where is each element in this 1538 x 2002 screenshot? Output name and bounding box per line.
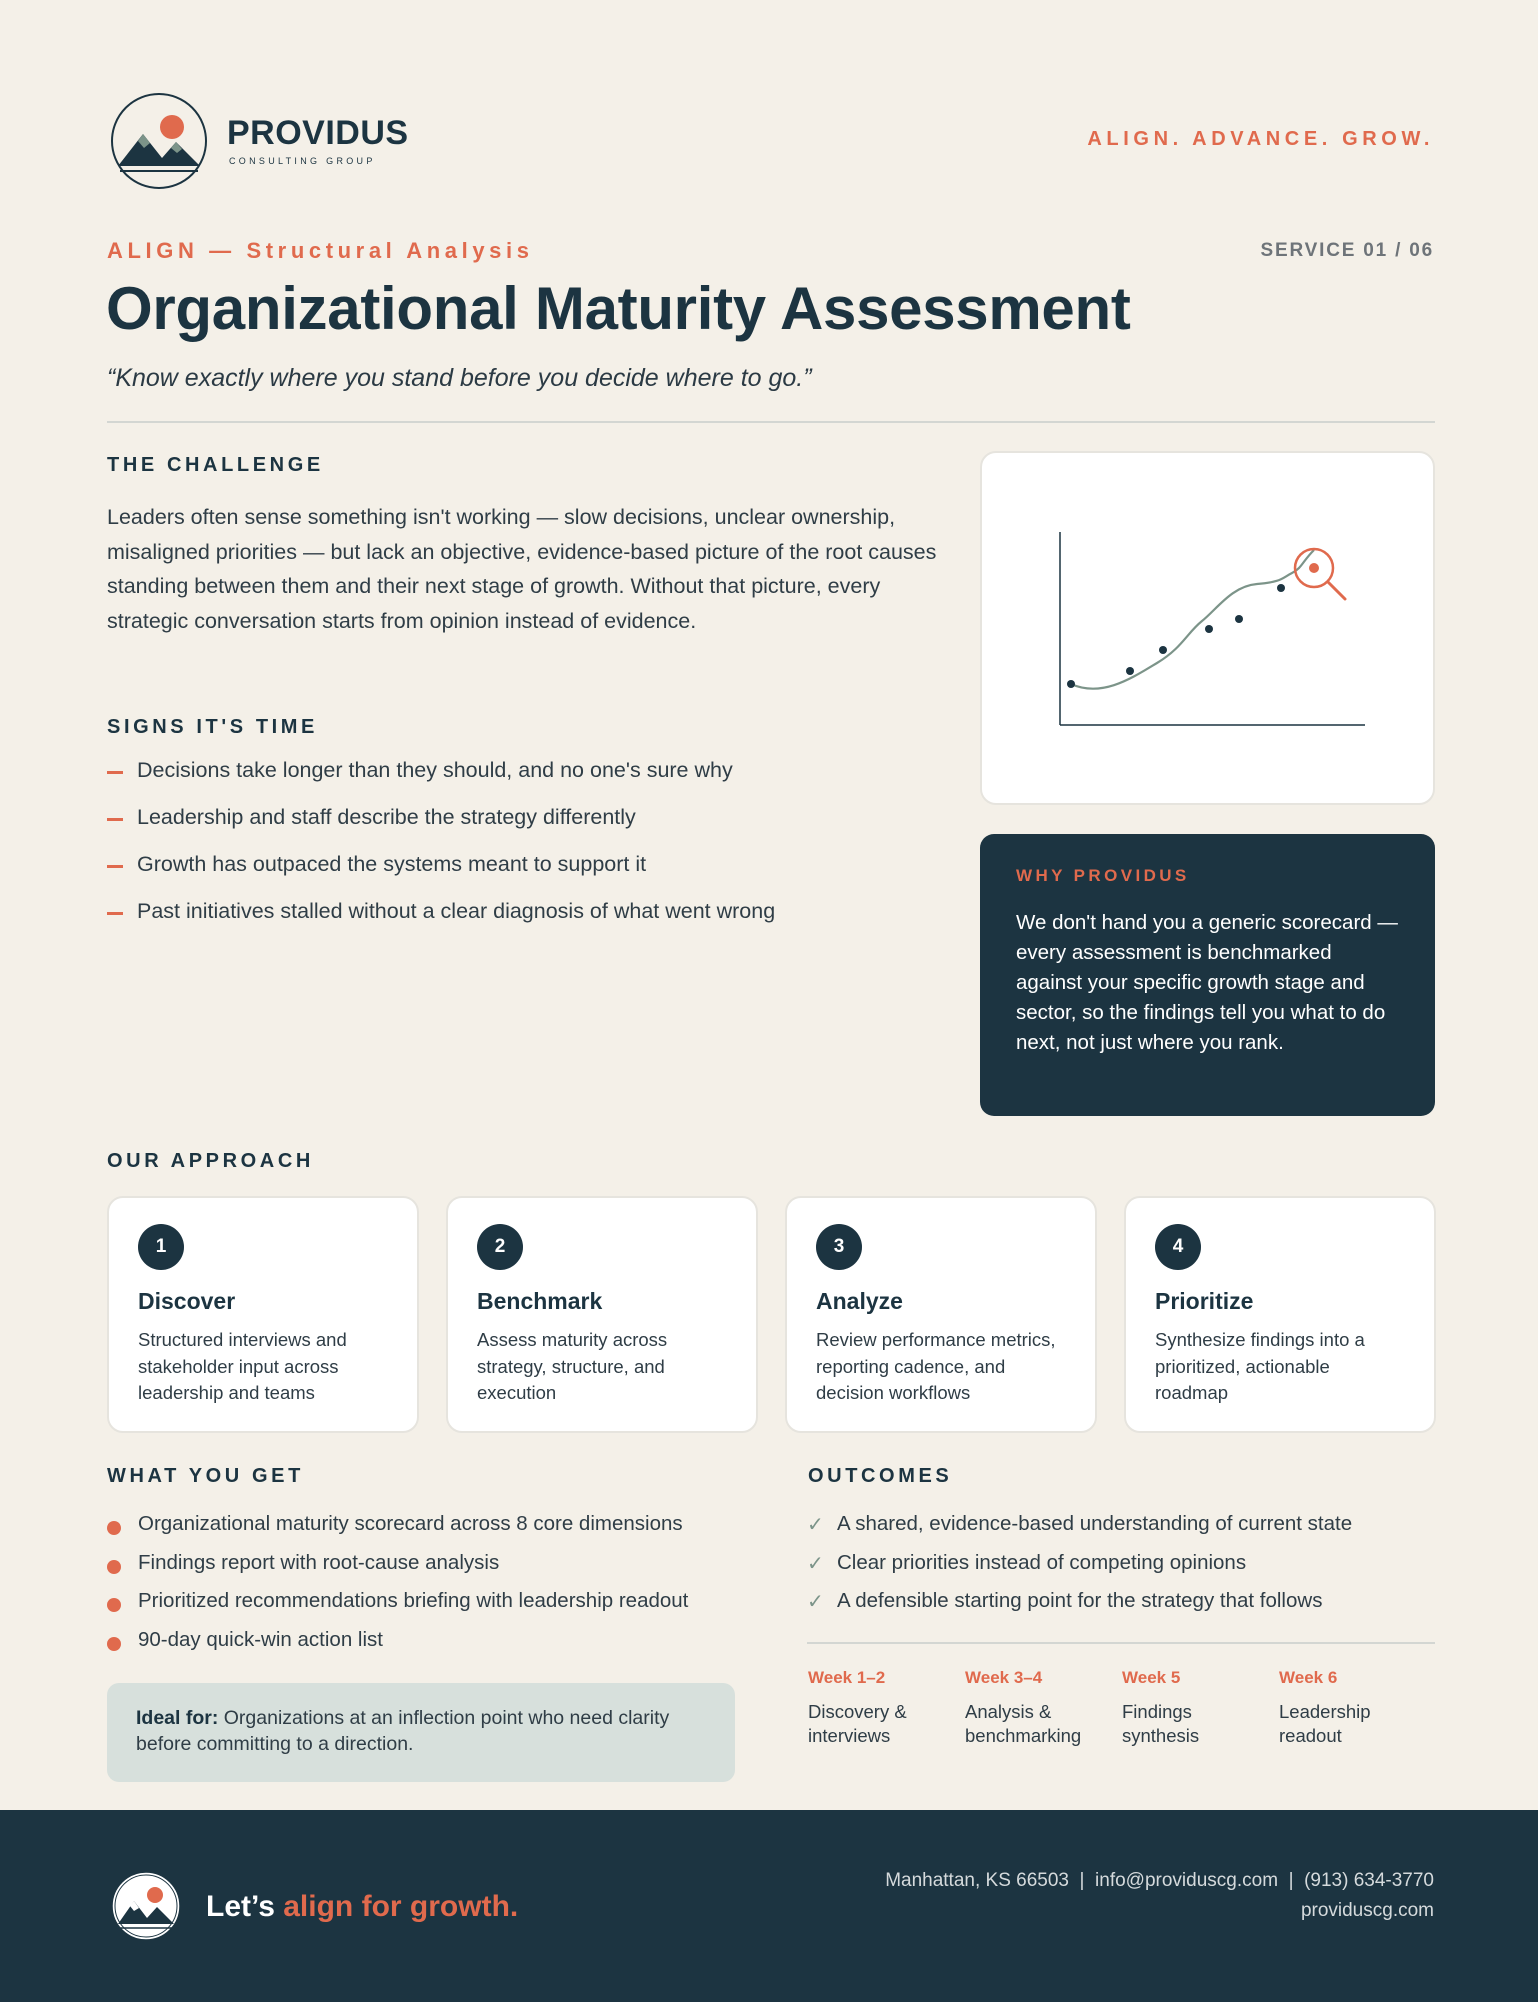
dash-bullet [107,912,123,915]
footer-logo [110,1870,182,1942]
ideal-label: Ideal for: [136,1707,219,1729]
approach-step-card [446,1196,758,1433]
dot-bullet [107,1598,121,1612]
page-quote: “Know exactly where you stand before you decide where to go.” [107,364,812,392]
timeline-label: Findings synthesis [1122,1701,1200,1746]
deliverable-text: Organizational maturity scorecard across 8 core dimensions [138,1512,683,1535]
footer-contact [885,1866,1434,1926]
timeline-week: Week 1–2 [808,1668,886,1687]
signs-heading: SIGNS IT'S TIME [107,716,318,738]
timeline-label: Analysis & benchmarking [965,1701,1082,1746]
footer-cta [206,1890,518,1924]
dash-bullet [107,865,123,868]
outcomes-list [807,1512,1352,1628]
ideal-text: Organizations at an inflection point who need clarity before committing to a direction. [136,1707,670,1755]
service-eyebrow: ALIGN — Structural Analysis [107,238,534,263]
approach-step-card [785,1196,1097,1433]
check-icon: ✓ [807,1514,824,1536]
timeline-label: Leadership readout [1279,1701,1371,1746]
dash-bullet [107,818,123,821]
step-description: Review performance metrics, reporting cadence, and decision workflows [816,1329,1056,1403]
challenge-text: Leaders often sense something isn't working — slow decisions, unclear ownership, misaligned priorities — but lack an objective, evidence-based picture of the root causes standing between them and their next stage of growth. Without that picture, every strategic conversation starts from opinion instead of evidence. [107,505,937,633]
dot-bullet [107,1521,121,1535]
list-item [107,899,775,946]
divider [107,421,1435,423]
step-number: 3 [816,1224,862,1270]
page-title: Organizational Maturity Assessment [106,275,1131,342]
step-description: Synthesize findings into a prioritized, actionable roadmap [1155,1329,1365,1403]
trend-point [1067,680,1075,688]
brand-logo [110,92,208,190]
outcomes-heading: OUTCOMES [808,1465,953,1487]
list-item [107,805,775,852]
timeline-label: Discovery & interviews [808,1701,907,1746]
dot-bullet [107,1637,121,1651]
list-item [107,852,775,899]
list-item [107,758,775,805]
step-number: 4 [1155,1224,1201,1270]
step-number: 2 [477,1224,523,1270]
signs-list [107,758,775,946]
timeline-week: Week 5 [1122,1668,1181,1687]
step-description: Assess maturity across strategy, structure, and execution [477,1329,668,1403]
deliverable-text: Prioritized recommendations briefing with leadership readout [138,1589,689,1612]
step-title: Prioritize [1155,1288,1254,1314]
timeline-item [808,1668,958,1748]
why-body: We don't hand you a generic scorecard — every assessment is benchmarked against your specific growth stage and sector, so the findings tell you what to do next, not just where you rank. [1016,911,1398,1054]
step-title: Benchmark [477,1288,603,1314]
website-link[interactable]: providuscg.com [1300,1900,1434,1921]
ideal-for-box [107,1683,735,1782]
deliverable-text: Findings report with root-cause analysis [138,1550,500,1574]
list-item [807,1512,1352,1551]
divider [807,1642,1435,1644]
outcome-text: Clear priorities instead of competing opinions [837,1550,1247,1574]
check-icon: ✓ [807,1591,824,1613]
sign-text: Decisions take longer than they should, and no one's sure why [137,758,733,782]
service-number: SERVICE 01 / 06 [1260,240,1434,261]
challenge-heading: THE CHALLENGE [107,454,324,476]
list-item [107,1628,688,1667]
approach-heading: OUR APPROACH [107,1150,314,1172]
list-item [107,1512,688,1551]
list-item [107,1551,688,1590]
step-title: Analyze [816,1288,903,1314]
sign-text: Past initiatives stalled without a clear diagnosis of what went wrong [137,899,776,923]
sign-text: Growth has outpaced the systems meant to support it [137,852,647,876]
timeline-item [965,1668,1115,1748]
deliverables-list [107,1512,688,1666]
brand-name: PROVIDUS [227,114,409,152]
magnifier-icon [1295,549,1345,599]
growth-illustration-card [980,451,1435,805]
why-providus-card [980,834,1435,1116]
list-item [807,1589,1352,1628]
trend-curve [1071,550,1314,689]
timeline-item [1122,1668,1272,1748]
cta-prefix: Let’s [206,1890,284,1923]
deliverable-text: 90-day quick-win action list [138,1627,383,1651]
approach-step-card [1124,1196,1436,1433]
why-heading: WHY PROVIDUS [1016,866,1190,885]
timeline-week: Week 3–4 [965,1668,1043,1687]
trend-point [1159,646,1167,654]
dot-bullet [107,1560,121,1574]
step-description: Structured interviews and stakeholder input across leadership and teams [138,1329,347,1403]
check-icon: ✓ [807,1552,824,1575]
outcome-text: A defensible starting point for the strategy that follows [837,1589,1323,1612]
brand-tagline: ALIGN. ADVANCE. GROW. [1087,128,1434,150]
timeline-week: Week 6 [1279,1668,1338,1687]
footer [0,1810,1538,2002]
list-item [107,1589,688,1628]
step-title: Discover [138,1288,236,1314]
trend-point [1126,667,1134,675]
trend-point [1235,615,1243,623]
growth-illustration [982,453,1433,803]
sign-text: Leadership and staff describe the strategy differently [137,805,636,829]
trend-point [1277,584,1285,592]
trend-point [1205,625,1213,633]
cta-highlight: align for growth. [283,1890,519,1923]
timeline-item [1279,1668,1429,1748]
approach-step-card [107,1196,419,1433]
contact-line[interactable]: Manhattan, KS 66503 | info@providuscg.com | (913) 634-3770 [885,1870,1434,1891]
brand-subtitle: CONSULTING GROUP [229,156,376,166]
outcome-text: A shared, evidence-based understanding of current state [837,1512,1353,1535]
dash-bullet [107,771,123,774]
step-number: 1 [138,1224,184,1270]
list-item [807,1551,1352,1590]
deliverables-heading: WHAT YOU GET [107,1465,304,1487]
